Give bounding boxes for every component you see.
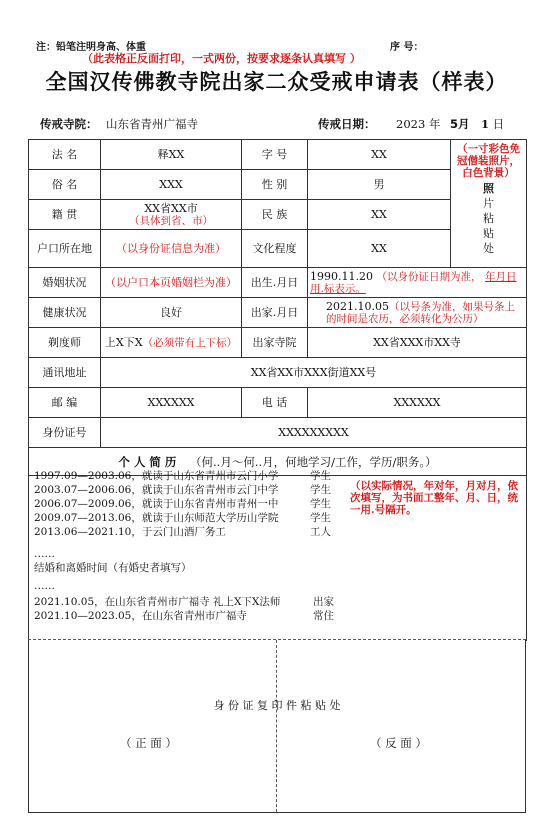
date-day: 1 <box>481 117 490 131</box>
gender-label: 性 别 <box>242 170 308 200</box>
photo-note: （一寸彩色免冠僧装照片，白色背景） <box>457 143 520 179</box>
tonsure-master-label: 剃度师 <box>29 328 101 358</box>
address-value: XX省XX市XXX街道XX号 <box>101 358 527 388</box>
resume-item <box>34 525 334 539</box>
id-copy-title: 身 份 证 复 印 件 粘 贴 处 <box>213 699 341 712</box>
resume-heading: 个 人 简 历 <box>118 454 177 469</box>
dharma-name-value: 释XX <box>101 140 242 170</box>
resume-item-role: 工人 <box>310 526 331 538</box>
ordination-date-label: 传戒日期： <box>318 117 376 131</box>
photo-label-5: 处 <box>483 242 494 255</box>
resume-item-text: 1997.09—2003.06，就读于山东省青州市云门小学 <box>34 470 279 482</box>
health-value: 良好 <box>101 298 242 328</box>
ordination-temple-label: 传戒寺院： <box>40 117 98 131</box>
page-title: 全国汉传佛教寺院出家二众受戒申请表（样表） <box>45 70 508 94</box>
ordain-temple-value: XX省XXX市XX寺 <box>308 328 527 358</box>
hukou-label: 户口所在地 <box>29 230 101 268</box>
date-day-unit: 日 <box>492 117 505 131</box>
resume-item-role: 常住 <box>313 610 334 622</box>
resume-item <box>34 483 334 497</box>
tonsure-master-value: 上X下X <box>104 335 143 349</box>
birth-date-note-b: 年月日用.标表示。 <box>310 270 517 295</box>
postcode-label: 邮 编 <box>29 388 101 418</box>
pencil-note: 注：铅笔注明身高、体重 <box>36 42 146 53</box>
birth-date-cell <box>308 268 527 298</box>
resume-ellipsis-1: …… <box>34 548 55 560</box>
id-number-value: XXXXXXXXX <box>101 418 527 448</box>
phone-label: 电 话 <box>242 388 308 418</box>
id-number-label: 身份证号 <box>29 418 101 448</box>
tonsure-master-cell <box>101 328 242 358</box>
photo-label-4: 贴 <box>483 227 494 240</box>
health-label: 健康状况 <box>29 298 101 328</box>
dharma-name-label: 法 名 <box>29 140 101 170</box>
ordination-temple-value: 山东省青州广福寺 <box>106 117 198 131</box>
resume-item <box>34 469 334 483</box>
marital-label: 婚姻状况 <box>29 268 101 298</box>
native-place-label: 籍 贯 <box>29 200 101 230</box>
birth-date-value: 1990.11.20 <box>310 269 373 283</box>
resume-side-note: （以实际情况，年对年，月对月，依次填写，为书面工整年、月、日，统一用.号隔开。 <box>350 480 518 516</box>
resume-item-text: 2021.10.05，在山东省青州市广福寺 礼上X下X法师 <box>34 596 281 608</box>
id-copy-center-divider <box>276 640 277 812</box>
birth-date-label: 出生.月日 <box>242 268 308 298</box>
resume-item-text: 2021.10—2023.05，在山东省青州市广福寺 <box>34 610 247 622</box>
resume-item-text: 2003.07—2006.06，就读于山东省青州市云门中学 <box>34 484 279 496</box>
id-copy-front: （ 正 面 ） <box>120 736 177 750</box>
ordain-date-value: 2021.10.05 <box>326 299 389 313</box>
resume-heading-note: （何..月～何..月，何地学习/工作，学历/职务。） <box>190 454 437 469</box>
photo-label-2: 片 <box>483 197 494 210</box>
phone-value: XXXXXX <box>308 388 527 418</box>
education-value: XX <box>308 230 451 268</box>
resume-item-role: 学生 <box>310 470 331 482</box>
id-copy-top-divider <box>28 639 526 640</box>
hukou-note: （以身份证信息为准） <box>101 230 242 268</box>
marital-note: （以户口本页婚姻栏为准） <box>101 268 242 298</box>
resume-item <box>34 609 334 623</box>
resume-item-role: 学生 <box>310 512 331 524</box>
ordain-temple-label: 出家寺院 <box>242 328 308 358</box>
resume-list <box>34 469 334 623</box>
resume-ellipsis-2: …… <box>34 580 55 592</box>
birth-date-note-a: （以身份证日期为准， <box>376 270 482 283</box>
courtesy-name-label: 字 号 <box>242 140 308 170</box>
ordain-date-note: （以号条为准，如果号条上的时间是农历，必须转化为公历） <box>326 300 515 325</box>
date-year-unit: 年 <box>428 117 441 131</box>
ethnicity-value: XX <box>308 200 451 230</box>
address-label: 通讯地址 <box>29 358 101 388</box>
native-place-value: XX省XX市 <box>144 201 198 215</box>
resume-item-text: 2009.07—2013.06，就读于山东师范大学历山学院 <box>34 512 279 524</box>
secular-name-value: XXX <box>101 170 242 200</box>
courtesy-name-value: XX <box>308 140 451 170</box>
marriage-line: 结婚和离婚时间（有婚史者填写） <box>34 562 192 574</box>
photo-area <box>451 140 527 268</box>
ordain-date-label: 出家.月日 <box>242 298 308 328</box>
resume-item <box>34 497 334 511</box>
education-label: 文化程度 <box>242 230 308 268</box>
resume-item <box>34 511 334 525</box>
serial-number-label: 序 号： <box>390 42 424 53</box>
ordain-date-cell <box>308 298 527 328</box>
resume-item-role: 出家 <box>313 596 334 608</box>
resume-item-role: 学生 <box>310 498 331 510</box>
resume-item <box>34 595 334 609</box>
resume-item-text: 2013.06—2021.10，于云门山酒厂务工 <box>34 526 226 538</box>
id-copy-back: （ 反 面 ） <box>370 736 427 750</box>
date-month: 5月 <box>450 117 470 131</box>
tonsure-master-note: （必须带有上下标） <box>142 336 238 349</box>
secular-name-label: 俗 名 <box>29 170 101 200</box>
resume-item-role: 学生 <box>310 484 331 496</box>
gender-value: 男 <box>308 170 451 200</box>
photo-label-3: 粘 <box>483 212 494 225</box>
resume-item-text: 2006.07—2009.06，就读于山东省青州市青州一中 <box>34 498 279 510</box>
id-copy-area <box>28 640 526 813</box>
native-place-cell <box>101 200 242 230</box>
date-year: 2023 <box>396 117 426 131</box>
native-place-note: （具体到省、市） <box>129 214 213 227</box>
postcode-value: XXXXXX <box>101 388 242 418</box>
photo-label-1: 照 <box>483 182 494 195</box>
ethnicity-label: 民 族 <box>242 200 308 230</box>
print-instructions: （此表格正反面打印，一式两份，按要求逐条认真填写 ） <box>82 52 361 65</box>
